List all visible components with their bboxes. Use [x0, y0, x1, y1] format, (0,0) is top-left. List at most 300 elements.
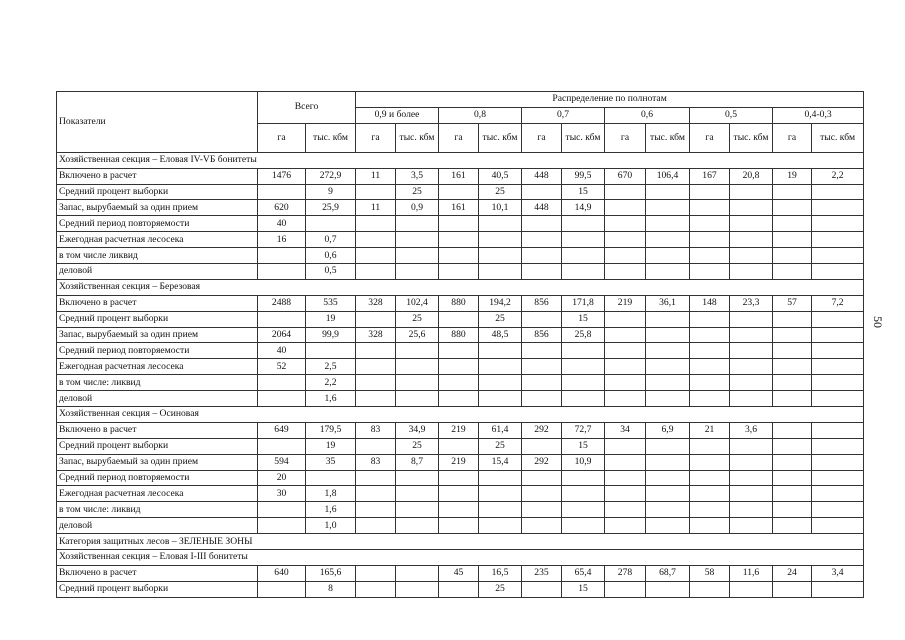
- table-cell: [730, 264, 773, 280]
- table-cell: [605, 343, 646, 359]
- table-cell: 161: [439, 168, 479, 184]
- table-cell: 219: [605, 295, 646, 311]
- table-cell: 40: [258, 216, 306, 232]
- row-label: деловой: [57, 264, 258, 280]
- table-cell: [690, 248, 730, 264]
- row-label: Запас, вырубаемый за один прием: [57, 200, 258, 216]
- table-cell: [646, 581, 690, 597]
- unit-volume-header: тыс. кбм: [646, 123, 690, 152]
- table-cell: [690, 311, 730, 327]
- table-cell: [730, 502, 773, 518]
- table-cell: [812, 200, 864, 216]
- row-label: Включено в расчет: [57, 295, 258, 311]
- table-cell: [396, 518, 439, 534]
- table-cell: 106,4: [646, 168, 690, 184]
- section-title: Хозяйственная секция – Еловая I-III бонитеты: [57, 550, 864, 566]
- section-title: Хозяйственная секция – Березовая: [57, 279, 864, 295]
- table-cell: [812, 438, 864, 454]
- density-group-header: 0,4-0,3: [773, 107, 864, 123]
- table-cell: 61,4: [479, 422, 522, 438]
- table-cell: [812, 422, 864, 438]
- density-group-header: 0,9 и более: [356, 107, 439, 123]
- table-cell: [439, 486, 479, 502]
- table-cell: [773, 375, 812, 391]
- table-cell: [396, 565, 439, 581]
- table-cell: [646, 327, 690, 343]
- table-cell: [479, 375, 522, 391]
- section-title: Хозяйственная секция – Еловая IV-VБ бонитеты: [57, 152, 864, 168]
- table-cell: [522, 264, 562, 280]
- table-cell: [773, 486, 812, 502]
- table-cell: [812, 375, 864, 391]
- table-cell: [605, 470, 646, 486]
- table-cell: [562, 248, 605, 264]
- table-cell: [306, 343, 356, 359]
- table-cell: [479, 391, 522, 407]
- table-cell: 148: [690, 295, 730, 311]
- table-cell: [396, 248, 439, 264]
- table-cell: [356, 391, 396, 407]
- table-cell: 3,4: [812, 565, 864, 581]
- table-cell: [258, 248, 306, 264]
- table-cell: [690, 343, 730, 359]
- row-label: Запас, вырубаемый за один прием: [57, 454, 258, 470]
- table-cell: 620: [258, 200, 306, 216]
- table-cell: [479, 359, 522, 375]
- table-cell: 272,9: [306, 168, 356, 184]
- table-cell: [258, 518, 306, 534]
- table-cell: 25,9: [306, 200, 356, 216]
- table-cell: 14,9: [562, 200, 605, 216]
- total-header: Всего: [258, 92, 356, 124]
- table-cell: 25,6: [396, 327, 439, 343]
- table-cell: [396, 502, 439, 518]
- distribution-header: Распределение по полнотам: [356, 92, 864, 108]
- table-cell: 448: [522, 168, 562, 184]
- table-cell: [396, 343, 439, 359]
- table-cell: [439, 311, 479, 327]
- table-cell: 3,5: [396, 168, 439, 184]
- row-label: Запас, вырубаемый за один прием: [57, 327, 258, 343]
- table-cell: [690, 486, 730, 502]
- table-row: [57, 375, 864, 391]
- table-cell: [812, 359, 864, 375]
- table-cell: 68,7: [646, 565, 690, 581]
- row-label: Средний период повторяемости: [57, 343, 258, 359]
- table-cell: [479, 502, 522, 518]
- section-title: Категория защитных лесов – ЗЕЛЕНЫЕ ЗОНЫ: [57, 534, 864, 550]
- table-cell: 649: [258, 422, 306, 438]
- table-cell: [646, 216, 690, 232]
- table-row: [57, 295, 864, 311]
- table-row: [57, 359, 864, 375]
- table-cell: [773, 311, 812, 327]
- table-cell: 1476: [258, 168, 306, 184]
- section-title: Хозяйственная секция – Осиновая: [57, 407, 864, 423]
- table-cell: [773, 518, 812, 534]
- density-group-header: 0,6: [605, 107, 690, 123]
- table-cell: [562, 518, 605, 534]
- table-cell: 194,2: [479, 295, 522, 311]
- table-cell: [356, 470, 396, 486]
- table-cell: [356, 438, 396, 454]
- table-cell: 165,6: [306, 565, 356, 581]
- table-cell: 11: [356, 168, 396, 184]
- table-cell: [522, 216, 562, 232]
- table-cell: 21: [690, 422, 730, 438]
- table-cell: [605, 248, 646, 264]
- table-cell: [605, 518, 646, 534]
- table-row: [57, 343, 864, 359]
- table-cell: 2488: [258, 295, 306, 311]
- table-cell: [396, 470, 439, 486]
- table-cell: [730, 311, 773, 327]
- table-cell: [690, 518, 730, 534]
- table-cell: [522, 311, 562, 327]
- table-cell: 880: [439, 327, 479, 343]
- table-row: [57, 486, 864, 502]
- table-cell: [773, 248, 812, 264]
- unit-volume-header: тыс. кбм: [812, 123, 864, 152]
- table-cell: 0,7: [306, 232, 356, 248]
- table-cell: [479, 232, 522, 248]
- table-cell: [439, 248, 479, 264]
- table-cell: 179,5: [306, 422, 356, 438]
- table-cell: [773, 581, 812, 597]
- table-cell: 40,5: [479, 168, 522, 184]
- table-cell: [396, 264, 439, 280]
- table-cell: [690, 216, 730, 232]
- table-cell: [522, 184, 562, 200]
- table-cell: 640: [258, 565, 306, 581]
- table-cell: [730, 200, 773, 216]
- unit-ha-header: га: [356, 123, 396, 152]
- table-row: [57, 200, 864, 216]
- table-cell: 48,5: [479, 327, 522, 343]
- table-cell: [522, 581, 562, 597]
- table-cell: [812, 248, 864, 264]
- table-cell: [439, 391, 479, 407]
- table-cell: 292: [522, 454, 562, 470]
- table-cell: 65,4: [562, 565, 605, 581]
- section-row: [57, 152, 864, 168]
- section-row: [57, 550, 864, 566]
- table-cell: 670: [605, 168, 646, 184]
- table-cell: [730, 184, 773, 200]
- unit-ha-header: га: [690, 123, 730, 152]
- table-cell: [646, 391, 690, 407]
- table-cell: 10,1: [479, 200, 522, 216]
- table-row: [57, 216, 864, 232]
- table-cell: [396, 375, 439, 391]
- unit-ha-header: га: [522, 123, 562, 152]
- table-cell: [730, 359, 773, 375]
- table-cell: [258, 438, 306, 454]
- table-cell: [258, 581, 306, 597]
- table-cell: [356, 232, 396, 248]
- table-cell: [479, 486, 522, 502]
- row-label: в том числе: ликвид: [57, 375, 258, 391]
- table-cell: [522, 486, 562, 502]
- table-cell: 219: [439, 422, 479, 438]
- table-cell: [258, 375, 306, 391]
- table-cell: [773, 359, 812, 375]
- table-cell: 219: [439, 454, 479, 470]
- table-cell: [812, 184, 864, 200]
- table-cell: 58: [690, 565, 730, 581]
- table-cell: [605, 311, 646, 327]
- table-cell: [646, 200, 690, 216]
- table-cell: 11,6: [730, 565, 773, 581]
- table-cell: 328: [356, 295, 396, 311]
- table-cell: [773, 184, 812, 200]
- table-cell: [439, 232, 479, 248]
- table-cell: [646, 311, 690, 327]
- table-row: [57, 422, 864, 438]
- table-cell: [562, 264, 605, 280]
- table-cell: [773, 232, 812, 248]
- table-cell: [730, 232, 773, 248]
- table-cell: [605, 375, 646, 391]
- unit-volume-header: тыс. кбм: [730, 123, 773, 152]
- table-cell: [605, 232, 646, 248]
- table-cell: [646, 264, 690, 280]
- table-cell: [356, 184, 396, 200]
- table-cell: [730, 486, 773, 502]
- table-cell: 2,2: [306, 375, 356, 391]
- table-cell: [562, 502, 605, 518]
- row-label: в том числе: ликвид: [57, 502, 258, 518]
- row-label: Средний процент выборки: [57, 184, 258, 200]
- unit-ha-header: га: [258, 123, 306, 152]
- table-cell: [439, 359, 479, 375]
- density-group-header: 0,7: [522, 107, 605, 123]
- table-cell: [730, 454, 773, 470]
- table-cell: [605, 502, 646, 518]
- table-cell: [646, 184, 690, 200]
- table-cell: [690, 200, 730, 216]
- table-cell: 8,7: [396, 454, 439, 470]
- table-cell: [439, 343, 479, 359]
- allowable-cut-table: [56, 91, 864, 598]
- table-cell: 24: [773, 565, 812, 581]
- table-cell: [605, 200, 646, 216]
- table-cell: 1,6: [306, 502, 356, 518]
- table-cell: 0,5: [306, 264, 356, 280]
- table-cell: [356, 264, 396, 280]
- table-cell: [439, 438, 479, 454]
- table-cell: 36,1: [646, 295, 690, 311]
- table-row: [57, 581, 864, 597]
- table-cell: [773, 264, 812, 280]
- table-row: [57, 502, 864, 518]
- table-cell: [306, 470, 356, 486]
- table-cell: [730, 438, 773, 454]
- table-cell: 535: [306, 295, 356, 311]
- table-cell: [356, 359, 396, 375]
- table-cell: [356, 248, 396, 264]
- table-cell: [522, 248, 562, 264]
- table-cell: [439, 184, 479, 200]
- table-cell: [439, 216, 479, 232]
- table-cell: [690, 391, 730, 407]
- table-cell: [690, 359, 730, 375]
- table-cell: 25: [479, 184, 522, 200]
- table-cell: [812, 232, 864, 248]
- table-cell: [479, 518, 522, 534]
- table-cell: 1,8: [306, 486, 356, 502]
- table-cell: 171,8: [562, 295, 605, 311]
- table-cell: [562, 375, 605, 391]
- table-cell: 20: [258, 470, 306, 486]
- table-cell: [396, 581, 439, 597]
- table-cell: 25: [396, 311, 439, 327]
- table-cell: [773, 343, 812, 359]
- table-cell: [812, 327, 864, 343]
- table-cell: [562, 486, 605, 502]
- table-row: [57, 470, 864, 486]
- table-cell: [773, 502, 812, 518]
- table-cell: [646, 232, 690, 248]
- unit-volume-header: тыс. кбм: [306, 123, 356, 152]
- table-cell: [522, 359, 562, 375]
- table-cell: [773, 454, 812, 470]
- table-cell: [812, 454, 864, 470]
- table-cell: [356, 581, 396, 597]
- table-cell: [396, 232, 439, 248]
- table-cell: 0,9: [396, 200, 439, 216]
- table-cell: [605, 454, 646, 470]
- table-cell: [773, 422, 812, 438]
- table-cell: [605, 264, 646, 280]
- section-row: [57, 279, 864, 295]
- row-label: Ежегодная расчетная лесосека: [57, 486, 258, 502]
- table-cell: 16,5: [479, 565, 522, 581]
- table-cell: [812, 264, 864, 280]
- table-cell: [522, 470, 562, 486]
- table-cell: 6,9: [646, 422, 690, 438]
- table-cell: [356, 311, 396, 327]
- table-cell: 15: [562, 311, 605, 327]
- table-row: [57, 327, 864, 343]
- table-cell: [812, 343, 864, 359]
- table-cell: [522, 232, 562, 248]
- table-row: [57, 518, 864, 534]
- table-cell: [690, 232, 730, 248]
- table-cell: 19: [306, 438, 356, 454]
- table-row: [57, 264, 864, 280]
- table-cell: [646, 470, 690, 486]
- table-cell: [562, 232, 605, 248]
- table-cell: [646, 248, 690, 264]
- table-cell: 9: [306, 184, 356, 200]
- table-cell: 23,3: [730, 295, 773, 311]
- table-cell: 167: [690, 168, 730, 184]
- table-cell: 161: [439, 200, 479, 216]
- table-cell: [356, 565, 396, 581]
- unit-ha-header: га: [439, 123, 479, 152]
- table-cell: 11: [356, 200, 396, 216]
- page-number: 50: [871, 316, 885, 328]
- table-cell: [522, 502, 562, 518]
- table-cell: [605, 327, 646, 343]
- density-group-header: 0,5: [690, 107, 773, 123]
- table-cell: [605, 391, 646, 407]
- table-cell: [479, 264, 522, 280]
- table-cell: [605, 486, 646, 502]
- table-cell: [730, 248, 773, 264]
- table-cell: [522, 343, 562, 359]
- table-cell: [605, 581, 646, 597]
- table-cell: [690, 184, 730, 200]
- table-row: [57, 454, 864, 470]
- table-cell: [730, 581, 773, 597]
- table-cell: 25,8: [562, 327, 605, 343]
- row-label: Ежегодная расчетная лесосека: [57, 232, 258, 248]
- table-cell: [396, 359, 439, 375]
- table-cell: [773, 391, 812, 407]
- table-cell: [439, 470, 479, 486]
- table-cell: [522, 391, 562, 407]
- table-cell: [690, 264, 730, 280]
- table-cell: [479, 343, 522, 359]
- table-cell: [646, 375, 690, 391]
- table-cell: [522, 518, 562, 534]
- table-cell: [356, 375, 396, 391]
- table-cell: [812, 581, 864, 597]
- table-row: [57, 311, 864, 327]
- table-cell: [605, 184, 646, 200]
- section-row: [57, 407, 864, 423]
- table-cell: [258, 391, 306, 407]
- row-label: деловой: [57, 518, 258, 534]
- table-cell: [356, 486, 396, 502]
- table-cell: [439, 502, 479, 518]
- table-cell: 45: [439, 565, 479, 581]
- table-cell: [646, 438, 690, 454]
- table-cell: 1,6: [306, 391, 356, 407]
- row-label: Включено в расчет: [57, 422, 258, 438]
- table-cell: [605, 359, 646, 375]
- table-cell: [730, 470, 773, 486]
- table-cell: 102,4: [396, 295, 439, 311]
- table-cell: [690, 581, 730, 597]
- table-cell: [730, 343, 773, 359]
- table-cell: [258, 184, 306, 200]
- table-cell: [479, 216, 522, 232]
- table-cell: 880: [439, 295, 479, 311]
- table-cell: [690, 438, 730, 454]
- table-cell: [479, 470, 522, 486]
- table-cell: [690, 327, 730, 343]
- unit-ha-header: га: [605, 123, 646, 152]
- table-cell: 72,7: [562, 422, 605, 438]
- table-cell: [522, 375, 562, 391]
- table-cell: 99,9: [306, 327, 356, 343]
- table-cell: 15: [562, 581, 605, 597]
- table-cell: [730, 518, 773, 534]
- table-cell: [562, 391, 605, 407]
- table-cell: [562, 216, 605, 232]
- table-cell: [439, 581, 479, 597]
- table-cell: [773, 438, 812, 454]
- table-cell: 2,2: [812, 168, 864, 184]
- table-cell: [812, 502, 864, 518]
- table-cell: [562, 470, 605, 486]
- row-label: Средний процент выборки: [57, 311, 258, 327]
- unit-volume-header: тыс. кбм: [479, 123, 522, 152]
- table-cell: 34: [605, 422, 646, 438]
